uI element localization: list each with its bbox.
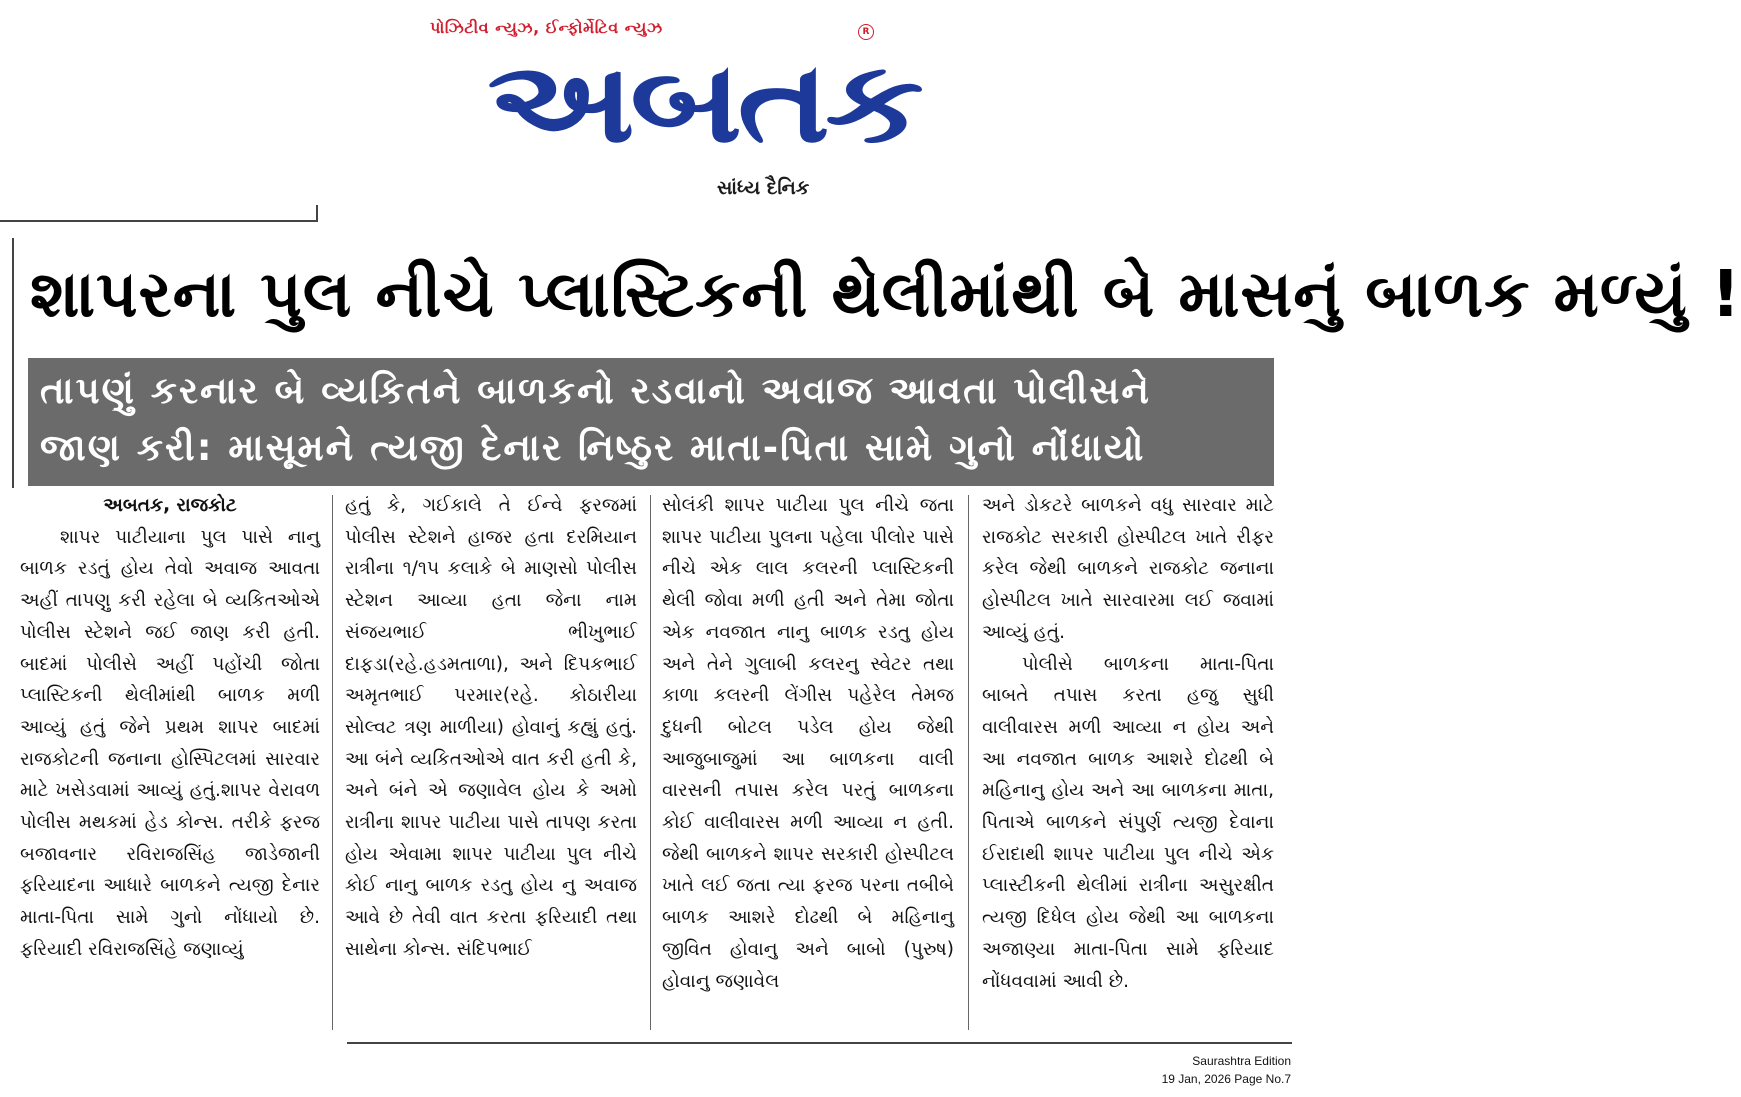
masthead-tagline: પોઝિટીવ ન્યુઝ, ઈન્ફોર્મેટિવ ન્યુઝ	[430, 18, 663, 37]
article-paragraph: હતું કે, ગઈકાલે તે ઈન્વે ફરજમાં પોલીસ સ્ટેશને હાજર હતા દરમિયાન રાત્રીના ૧/૧૫ કલાકે બે માણસો પોલીસ સ્ટેશન આવ્યા હતા જેના નામ સંજયભાઈ ભીખુભાઈ દાફડા(રહે.હડમતાળા), અને દિપકભાઈ અમૃતભાઈ પરમાર(રહે. કોઠારીયા સોલ્વટ ત્રણ માળીયા) હોવાનું કહ્યું હતું. આ બંને વ્યકિતઓએ વાત કરી હતી કે, અને બંને એ જણાવેલ હોય કે અમો રાત્રીના શાપર પાટીયા પાસે તાપણ કરતા હોય એવામા શાપર પાટીયા પુલ નીચે કોઈ નાનુ બાળક રડતુ હોય નુ અવાજ આવે છે તેવી વાત કરતા ફરિયાદી તથા સાથેના કોન્સ. સંદિપભાઈ	[345, 495, 637, 960]
article-paragraph: પોલીસે બાળકના માતા-પિતા બાબતે તપાસ કરતા હજુ સુધી વાલીવારસ મળી આવ્યા ન હોય અને આ નવજાત બાળક આશરે દોઢથી બે મહિનાનુ હોય અને આ બાળકના માતા, પિતાએ બાળકને સંપુર્ણ ત્યજી દેવાના ઈરાદાથી શાપર પાટીયા પુલ નીચે એક પ્લાસ્ટીકની થેલીમાં રાત્રીના અસુરક્ષીત ત્યજી દિધેલ હોય જેથી આ બાળકના અજાણ્યા માતા-પિતા સામે ફરિયાદ નોંધવવામાં આવી છે.	[982, 653, 1274, 992]
article-subheadline	[28, 358, 1274, 486]
column-divider	[650, 495, 651, 1030]
article-column-2	[345, 490, 637, 966]
column-divider	[968, 495, 969, 1030]
newspaper-logo: અબતક	[487, 38, 920, 168]
divider	[12, 238, 14, 488]
edition-name: Saurashtra Edition	[1192, 1054, 1291, 1068]
article-headline: શાપરના પુલ નીચે પ્લાસ્ટિકની થેલીમાંથી બે માસનું બાળક મળ્યું !	[30, 258, 1741, 332]
column-divider	[332, 495, 333, 1030]
article-column-1	[20, 490, 320, 966]
masthead-subtitle: સાંધ્ય દૈનિક	[717, 177, 810, 199]
edition-date-page: 19 Jan, 2026 Page No.7	[1161, 1072, 1291, 1086]
article-column-4	[982, 490, 1274, 997]
article-column-3	[662, 490, 954, 997]
registered-mark-icon: R	[858, 24, 874, 40]
divider	[347, 1042, 1292, 1044]
article-paragraph: શાપર પાટીયાના પુલ પાસે નાનુ બાળક રડતું હોય તેવો અવાજ આવતા અહીં તાપણુ કરી રહેલા બે વ્યકિતઓએ પોલીસ સ્ટેશને જઈ જાણ કરી હતી. બાદમાં પોલીસે અહીં પહોંચી જોતા પ્લાસ્ટિકની થેલીમાંથી બાળક મળી આવ્યું હતું જેને પ્રથમ શાપર બાદમાં રાજકોટની જનાના હોસ્પિટલમાં સારવાર માટે ખસેડવામાં આવ્યું હતું.શાપર વેરાવળ પોલીસ મથકમાં હેડ કોન્સ. તરીકે ફરજ બજાવનાર રવિરાજસિંહ જાડેજાની ફરિયાદના આધારે બાળકને ત્યજી દેનાર માતા-પિતા સામે ગુનો નોંધાયો છે. ફરિયાદી રવિરાજસિંહે જણાવ્યું	[20, 526, 320, 960]
masthead	[0, 0, 1301, 215]
article-paragraph: સોલંકી શાપર પાટીયા પુલ નીચે જતા શાપર પાટીયા પુલના પહેલા પીલોર પાસે નીચે એક લાલ કલરની પ્લાસ્ટિકની થેલી જોવા મળી હતી અને તેમા જોતા એક નવજાત નાનુ બાળક રડતુ હોય અને તેને ગુલાબી કલરનુ સ્વેટર તથા કાળા કલરની લેંગીસ પહેરેલ તેમજ દુધની બોટલ પડેલ હોય જેથી આજુબાજુમાં આ બાળકના વાલી વારસની તપાસ કરેલ પરતું બાળકના કોઈ વાલીવારસ મળી આવ્યા ન હતી. જેથી બાળકને શાપર સરકારી હોસ્પીટલ ખાતે લઈ જતા ત્યા ફરજ પરના તબીબે બાળક આશરે દોઢથી બે મહિનાનુ જીવિત હોવાનુ અને બાબો (પુરુષ) હોવાનુ જણાવેલ	[662, 495, 954, 992]
subheadline-line-1: તાપણું કરનાર બે વ્યકિતને બાળકનો રડવાનો અવાજ આવતા પોલીસને	[40, 369, 1151, 412]
edition-info	[1162, 1052, 1291, 1088]
subheadline-line-2: જાણ કરી: માસૂમને ત્યજી દેનાર નિષ્ઠુર માતા-પિતા સામે ગુનો નોંધાયો	[40, 426, 1146, 469]
byline: અબતક, રાજકોટ	[103, 495, 237, 516]
divider	[316, 205, 318, 222]
article-paragraph: અને ડોકટરે બાળકને વધુ સારવાર માટે રાજકોટ સરકારી હોસ્પીટલ ખાતે રીફર કરેલ જેથી બાળકને રાજકોટ જનાના હોસ્પીટલ ખાતે સારવારમા લઈ જવામાં આવ્યું હતું.	[982, 495, 1274, 643]
divider	[0, 220, 318, 222]
